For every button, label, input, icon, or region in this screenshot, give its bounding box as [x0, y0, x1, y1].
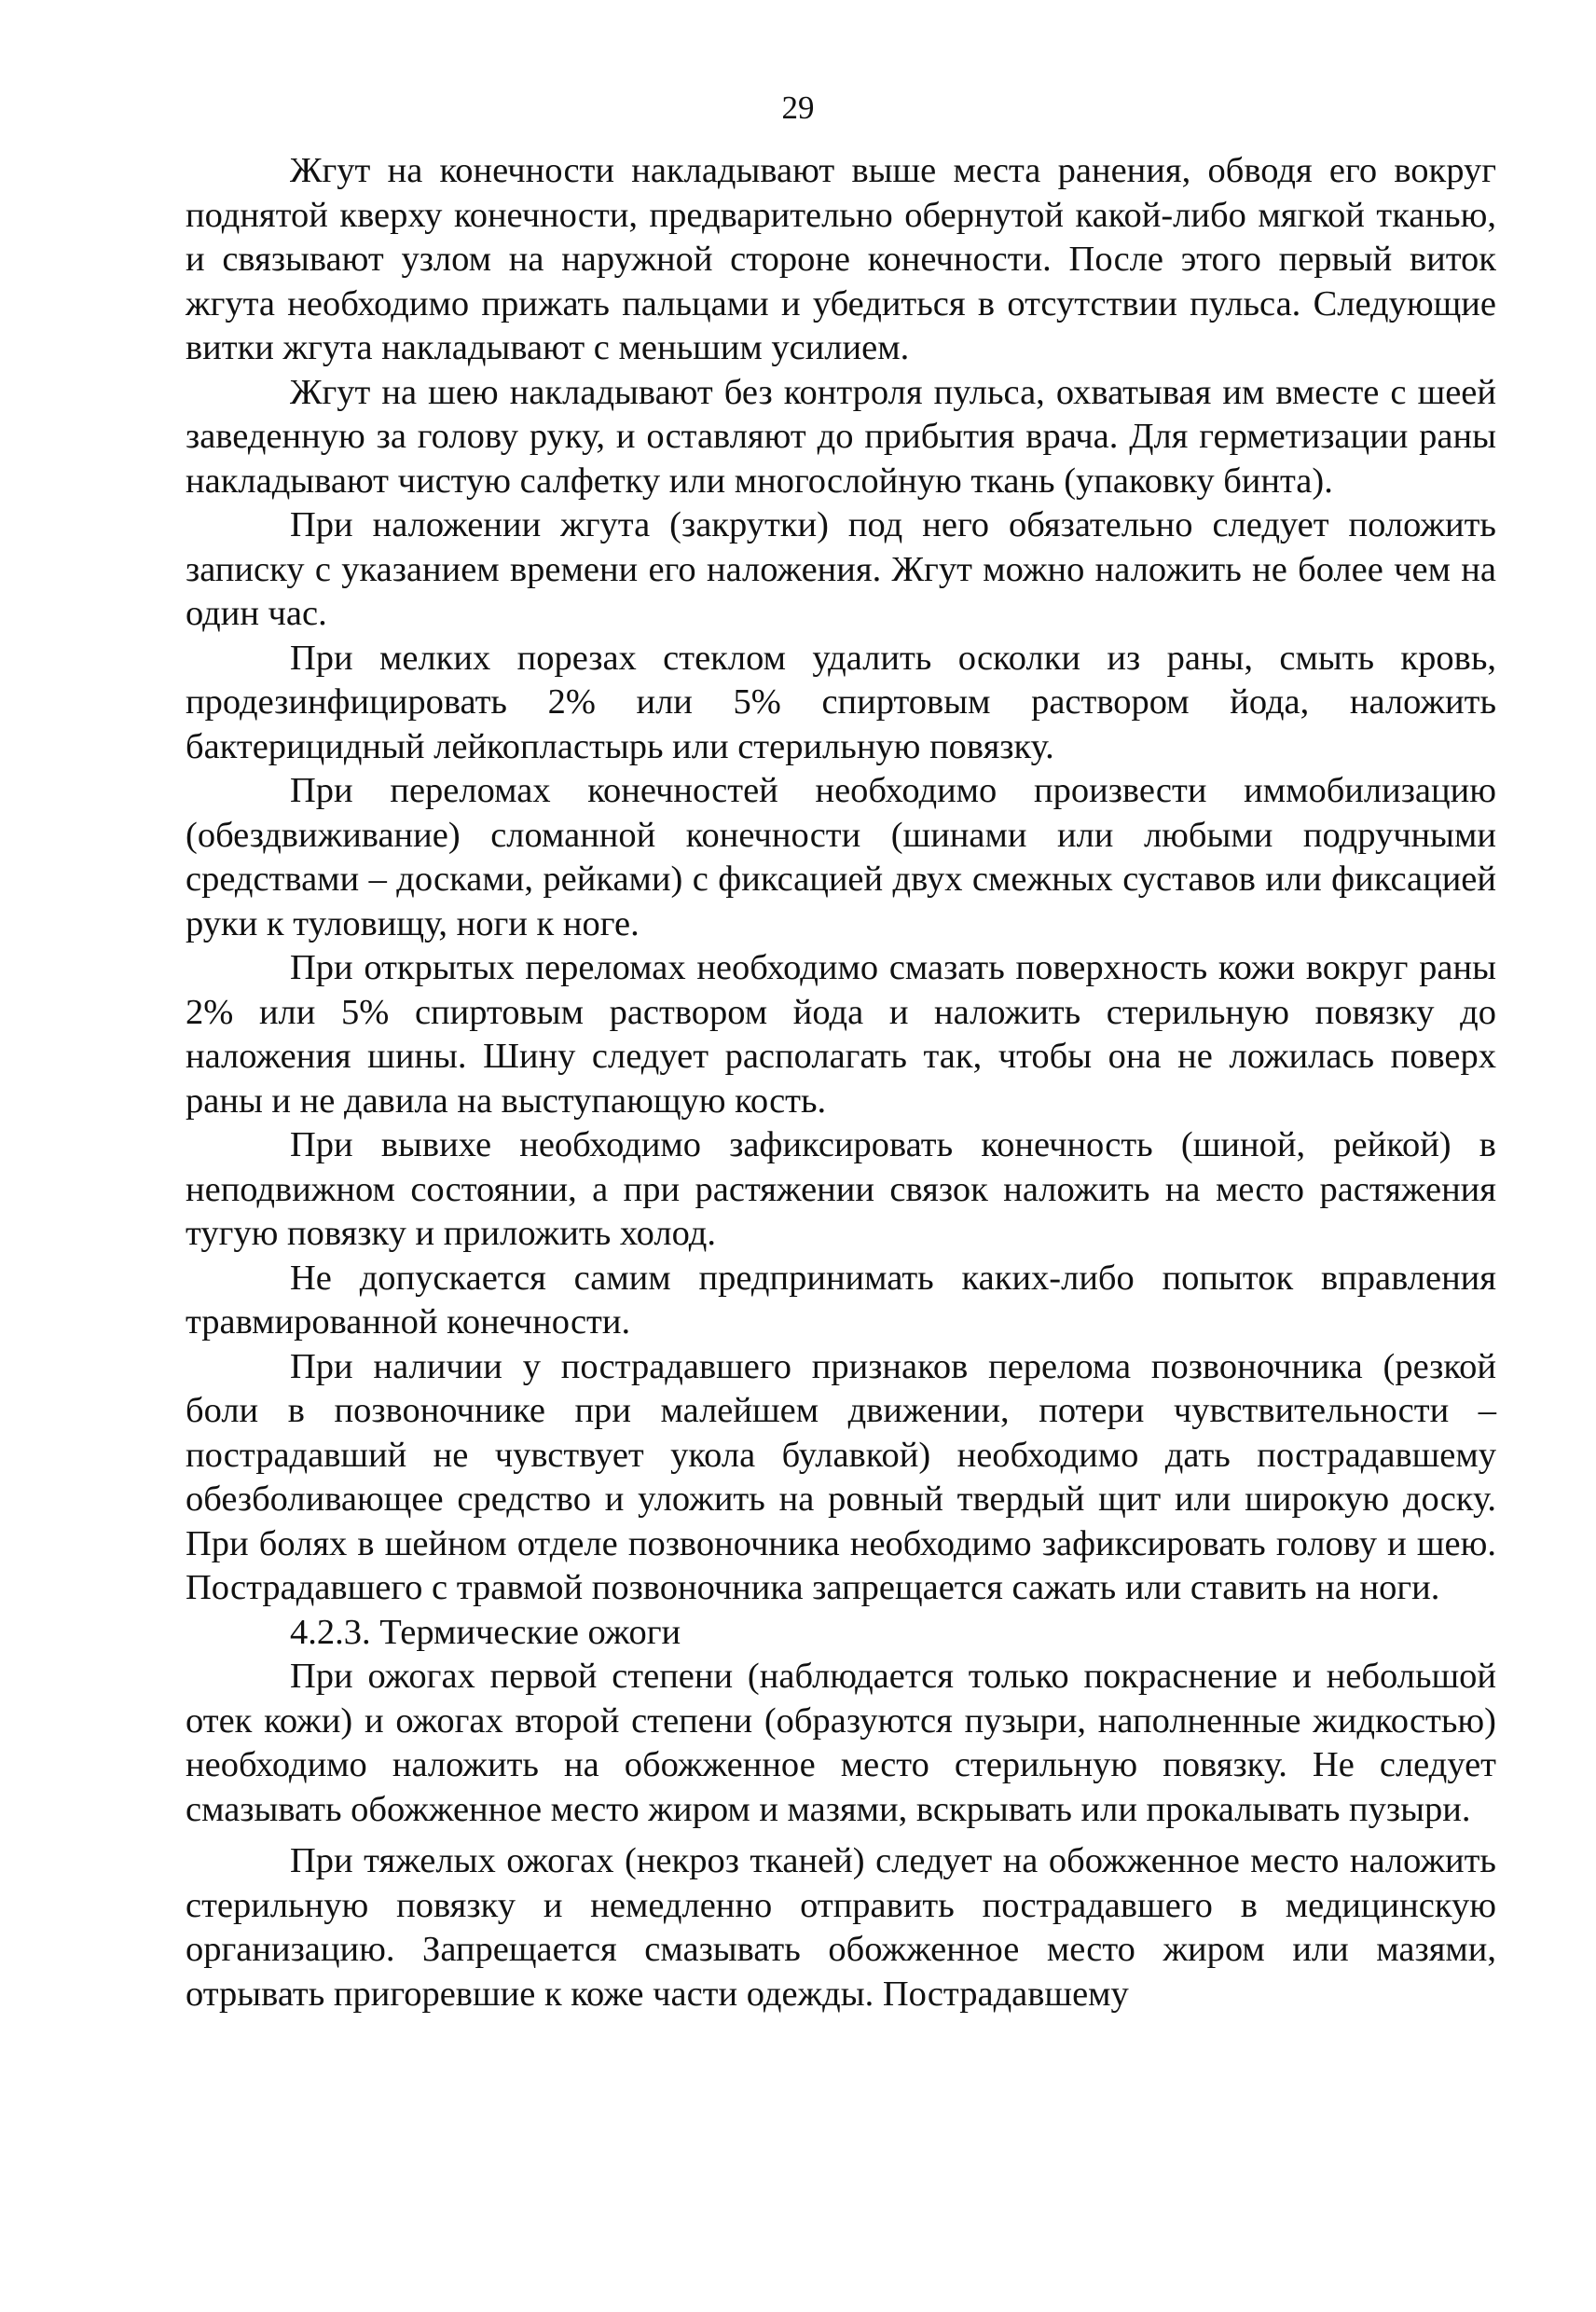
paragraph-dislocation: При вывихе необходимо зафиксировать конечность (шиной, рейкой) в неподвижном состоянии, а при растяжении связок наложить на место растяжения тугую повязку и приложить холод. [186, 1125, 1496, 1253]
paragraph-tourniquet-note: При наложении жгута (закрутки) под него обязательно следует положить записку с указанием времени его наложения. Жгут можно наложить не более чем на один час. [186, 505, 1496, 633]
page-number: 29 [781, 89, 815, 126]
paragraph-small-cuts: При мелких порезах стеклом удалить осколки из раны, смыть кровь, продезинфицировать 2% или 5% спиртовым раствором йода, наложить бактерицидный лейкопластырь или стерильную повязку. [186, 638, 1496, 766]
paragraph-open-fractures: При открытых переломах необходимо смазать поверхность кожи вокруг раны 2% или 5% спиртовым раствором йода и наложить стерильную повязку до наложения шины. Шину следует располагать так, чтобы она не ложилась поверх раны и не давила на выступающую кость. [186, 948, 1496, 1121]
paragraph-severe-burns: При тяжелых ожогах (некроз тканей) следует на обожженное место наложить стерильную повязку и немедленно отправить пострадавшего в медицинскую организацию. Запрещается смазывать обожженное место жиром или мазями, отрывать пригоревшие к коже части одежды. Пострадавшему [186, 1841, 1496, 2014]
paragraph-first-second-degree-burns: При ожогах первой степени (наблюдается только покраснение и небольшой отек кожи) и ожогах второй степени (образуются пузыри, наполненные жидкостью) необходимо наложить на обожженное место стерильную повязку. Не следует смазывать обожженное место жиром и мазями, вскрывать или прокалывать пузыри. [186, 1657, 1496, 1829]
section-heading-thermal-burns: 4.2.3. Термические ожоги [290, 1612, 681, 1652]
paragraph-tourniquet-neck: Жгут на шею накладывают без контроля пульса, охватывая им вместе с шеей заведенную за голову руку, и оставляют до прибытия врача. Для герметизации раны накладывают чистую салфетку или многослойную ткань (упаковку бинта). [186, 372, 1496, 501]
paragraph-fractures: При переломах конечностей необходимо произвести иммобилизацию (обездвиживание) сломанной конечности (шинами или любыми подручными средствами – досками, рейками) с фиксацией двух смежных суставов или фиксацией руки к туловищу, ноги к ноге. [186, 771, 1496, 943]
paragraph-tourniquet-limbs: Жгут на конечности накладывают выше места ранения, обводя его вокруг поднятой кверху конечности, предварительно обернутой какой-либо мягкой тканью, и связывают узлом на наружной стороне конечности. После этого первый виток жгута необходимо прижать пальцами и убедиться в отсутствии пульса. Следующие витки жгута накладывают с меньшим усилием. [186, 151, 1496, 367]
paragraph-no-reduction: Не допускается самим предпринимать каких-либо попыток вправления травмированной конечности. [186, 1258, 1496, 1342]
page-body [186, 149, 1496, 2016]
paragraph-spine-fracture: При наличии у пострадавшего признаков перелома позвоночника (резкой боли в позвоночнике при малейшем движении, потери чувствительности – пострадавший не чувствует укола булавкой) необходимо дать пострадавшему обезболивающее средство и уложить на ровный твердый щит или широкую доску. При болях в шейном отделе позвоночника необходимо зафиксировать голову и шею. Пострадавшего с травмой позвоночника запрещается сажать или ставить на ноги. [186, 1346, 1496, 1607]
